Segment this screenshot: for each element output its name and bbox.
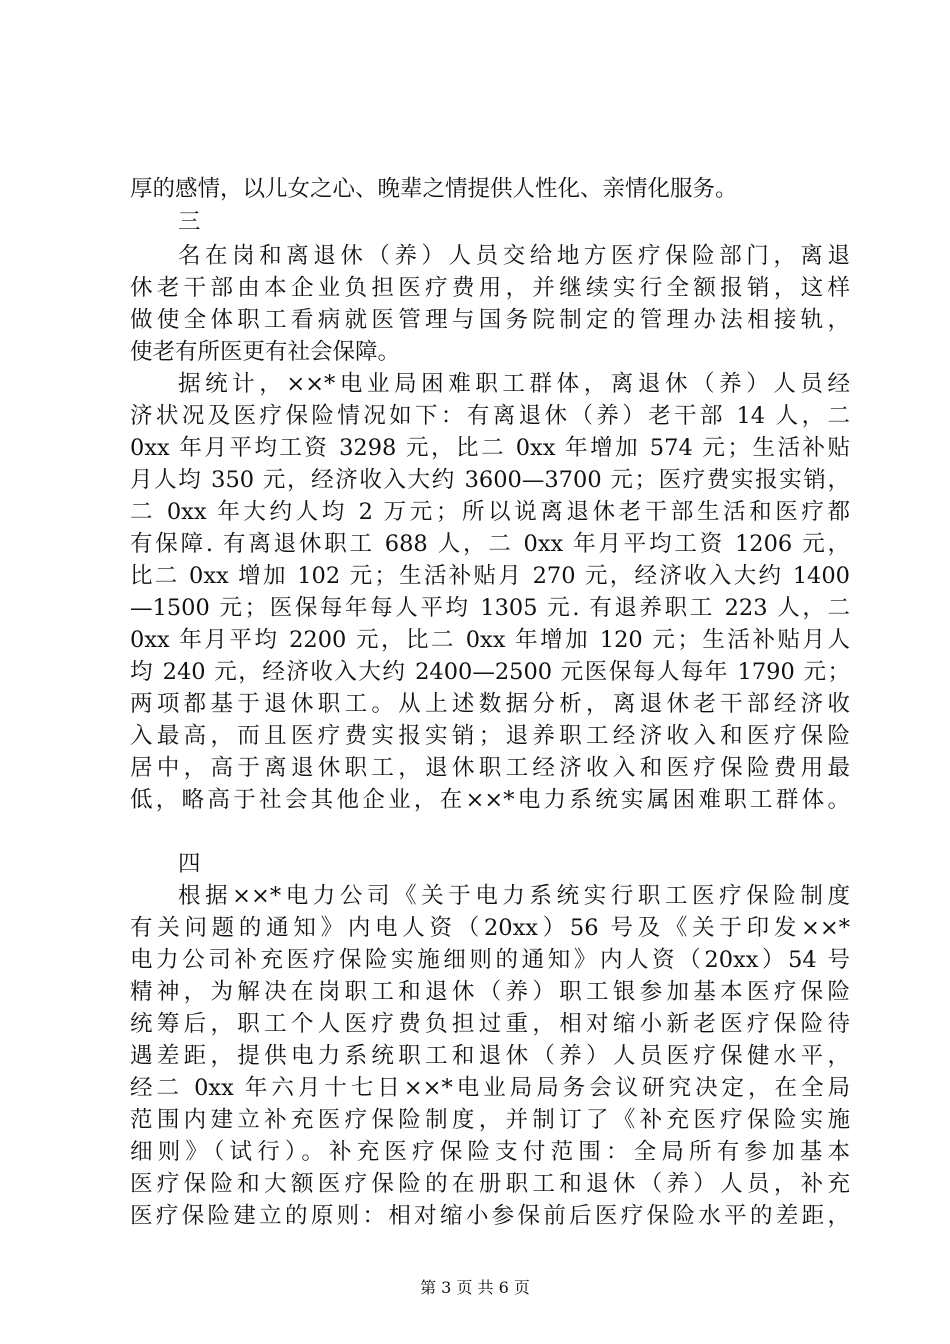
text-line: 月人均 350 元，经济收入大约 3600—3700 元；医疗费实报实销， xyxy=(130,467,850,493)
text-line: 入最高，而且医疗费实报实销；退养职工经济收入和医疗保险 xyxy=(130,723,850,749)
text-line: 0xx 年月平均工资 3298 元，比二 0xx 年增加 574 元；生活补贴 xyxy=(130,435,850,461)
text-line: 电力公司补充医疗保险实施细则的通知》内人资（20xx）54 号 xyxy=(130,947,850,973)
text-line: 经二 0xx 年六月十七日××*电业局局务会议研究决定，在全局 xyxy=(130,1075,850,1101)
text-line: 名在岗和离退休（养）人员交给地方医疗保险部门，离退 xyxy=(178,243,850,269)
text-line: 比二 0xx 增加 102 元；生活补贴月 270 元，经济收入大约 1400 xyxy=(130,563,850,589)
text-line: 厚的感情，以儿女之心、晚辈之情提供人性化、亲情化服务。 xyxy=(130,176,738,202)
text-line: 济状况及医疗保险情况如下：有离退休（养）老干部 14 人，二 xyxy=(130,403,850,429)
text-line: 细则》（试行）。补充医疗保险支付范围：全局所有参加基本 xyxy=(130,1139,850,1165)
text-line: 有关问题的通知》内电人资（20xx）56 号及《关于印发××* xyxy=(130,915,850,941)
text-line: 医疗保险和大额医疗保险的在册职工和退休（养）人员，补充 xyxy=(130,1171,850,1197)
text-line: 两项都基于退休职工。从上述数据分析，离退休老干部经济收 xyxy=(130,691,850,717)
text-line: 统筹后，职工个人医疗费负担过重，相对缩小新老医疗保险待 xyxy=(130,1011,850,1037)
text-line: 0xx 年月平均 2200 元，比二 0xx 年增加 120 元；生活补贴月人 xyxy=(130,627,850,653)
text-line: —1500 元；医保每年每人平均 1305 元. 有退养职工 223 人，二 xyxy=(130,595,850,621)
text-line: 有保障. 有离退休职工 688 人，二 0xx 年月平均工资 1206 元， xyxy=(130,531,850,557)
text-line: 精神，为解决在岗职工和退休（养）职工银参加基本医疗保险 xyxy=(130,979,850,1005)
text-line: 使老有所医更有社会保障。 xyxy=(130,339,401,365)
section-heading: 三 xyxy=(178,209,201,235)
page-footer: 第 3 页 共 6 页 xyxy=(420,1278,530,1297)
text-line: 医疗保险建立的原则：相对缩小参保前后医疗保险水平的差距， xyxy=(130,1203,850,1229)
text-line: 低，略高于社会其他企业，在××*电力系统实属困难职工群体。 xyxy=(130,787,850,813)
text-line: 范围内建立补充医疗保险制度，并制订了《补充医疗保险实施 xyxy=(130,1107,850,1133)
text-line: 遇差距，提供电力系统职工和退休（养）人员医疗保健水平， xyxy=(130,1043,850,1069)
text-line: 居中，高于离退休职工，退休职工经济收入和医疗保险费用最 xyxy=(130,755,850,781)
text-line: 根据××*电力公司《关于电力系统实行职工医疗保险制度 xyxy=(178,883,850,909)
section-heading: 四 xyxy=(178,851,201,877)
text-line: 休老干部由本企业负担医疗费用，并继续实行全额报销，这样 xyxy=(130,275,850,301)
text-line: 据统计，××*电业局困难职工群体，离退休（养）人员经 xyxy=(178,371,850,397)
text-line: 均 240 元，经济收入大约 2400—2500 元医保每人每年 1790 元； xyxy=(130,659,850,685)
text-line: 二 0xx 年大约人均 2 万元；所以说离退休老干部生活和医疗都 xyxy=(130,499,850,525)
text-line: 做使全体职工看病就医管理与国务院制定的管理办法相接轨， xyxy=(130,307,850,333)
